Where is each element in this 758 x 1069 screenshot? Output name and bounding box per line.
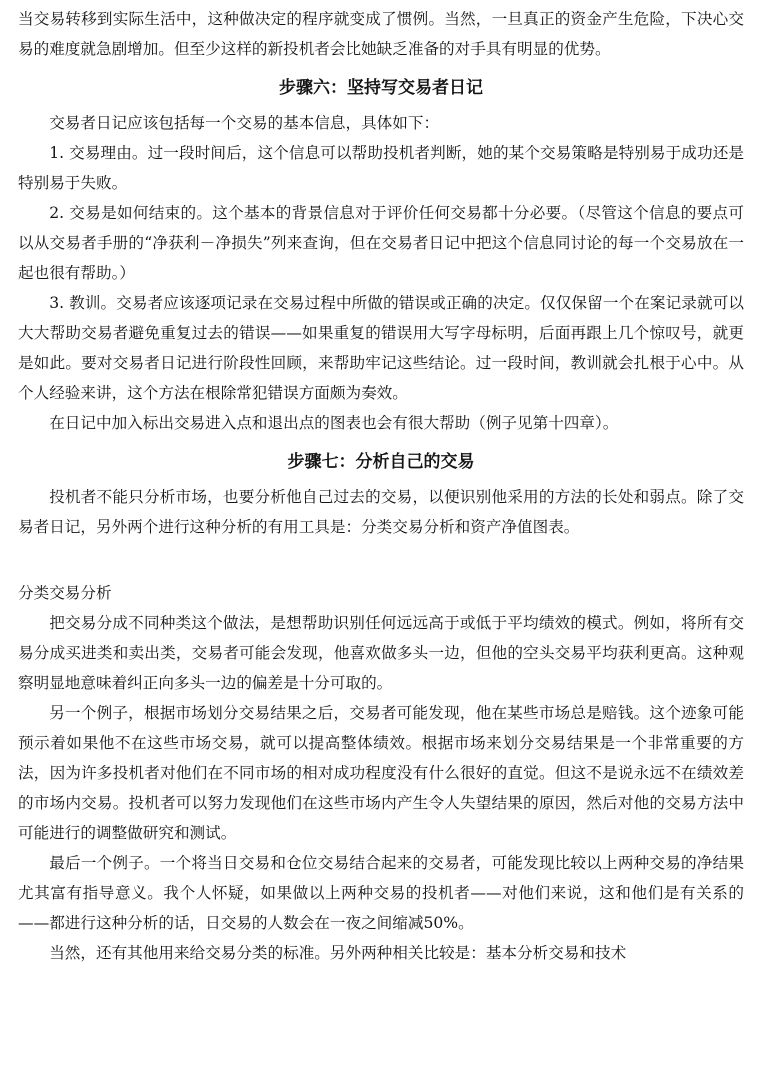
list-item-lessons: 3. 教训。交易者应该逐项记录在交易过程中所做的错误或正确的决定。仅仅保留一个在案记录就可以大大帮助交易者避免重复过去的错误——如果重复的错误用大写字母标明，后面再跟上几个惊叹号，就更是如此。要对交易者日记进行阶段性回顾，来帮助牢记这些结论。过一段时间，教训就会扎根于心中。从个人经验来讲，这个方法在根除常犯错误方面颇为奏效。 [18,294,744,402]
paragraph-classification-1: 把交易分成不同种类这个做法，是想帮助识别任何远远高于或低于平均绩效的模式。例如，将所有交易分成买进类和卖出类，交易者可能会发现，他喜欢做多头一边，但他的空头交易平均获利更高。这种观察明显地意味着纠正向多头一边的偏差是十分可取的。 [18,614,744,692]
list-item-trade-exit: 2. 交易是如何结束的。这个基本的背景信息对于评价任何交易都十分必要。（尽管这个信息的要点可以从交易者手册的“净获利－净损失”列来查询，但在交易者日记中把这个信息同讨论的每一个交易放在一起也很有帮助。） [18,204,744,282]
section-heading-step-7: 步骤七：分析自己的交易 [287,452,475,472]
list-item-trade-reason: 1. 交易理由。过一段时间后，这个信息可以帮助投机者判断，她的某个交易策略是特别易于成功还是特别易于失败。 [18,144,744,192]
paragraph-intro: 当交易转移到实际生活中，这种做决定的程序就变成了惯例。当然，一旦真正的资金产生危险，下决心交易的难度就急剧增加。但至少这样的新投机者会比她缺乏准备的对手具有明显的优势。 [18,10,744,58]
paragraph-analysis-intro: 投机者不能只分析市场，也要分析他自己过去的交易，以便识别他采用的方法的长处和弱点。除了交易者日记，另外两个进行这种分析的有用工具是：分类交易分析和资产净值图表。 [18,488,744,536]
paragraph-journal-intro: 交易者日记应该包括每一个交易的基本信息，具体如下： [49,114,440,132]
section-heading-step-6: 步骤六：坚持写交易者日记 [279,78,483,98]
subheading-trade-classification: 分类交易分析 [18,584,112,602]
paragraph-classification-3: 最后一个例子。一个将当日交易和仓位交易结合起来的交易者，可能发现比较以上两种交易的净结果尤其富有指导意义。我个人怀疑，如果做以上两种交易的投机者——对他们来说，这和他们是有关系的——都进行这种分析的话，日交易的人数会在一夜之间缩减50%。 [18,854,744,932]
paragraph-classification-2: 另一个例子，根据市场划分交易结果之后，交易者可能发现，他在某些市场总是赔钱。这个迹象可能预示着如果他不在这些市场交易，就可以提高整体绩效。根据市场来划分交易结果是一个非常重要的方法，因为许多投机者对他们在不同市场的相对成功程度没有什么很好的直觉。但这不是说永远不在绩效差的市场内交易。投机者可以努力发现他们在这些市场内产生令人失望结果的原因，然后对他的交易方法中可能进行的调整做研究和测试。 [18,704,744,842]
paragraph-chart-tip: 在日记中加入标出交易进入点和退出点的图表也会有很大帮助（例子见第十四章）。 [49,414,619,432]
paragraph-classification-4: 当然，还有其他用来给交易分类的标准。另外两种相关比较是：基本分析交易和技术 [49,944,627,962]
